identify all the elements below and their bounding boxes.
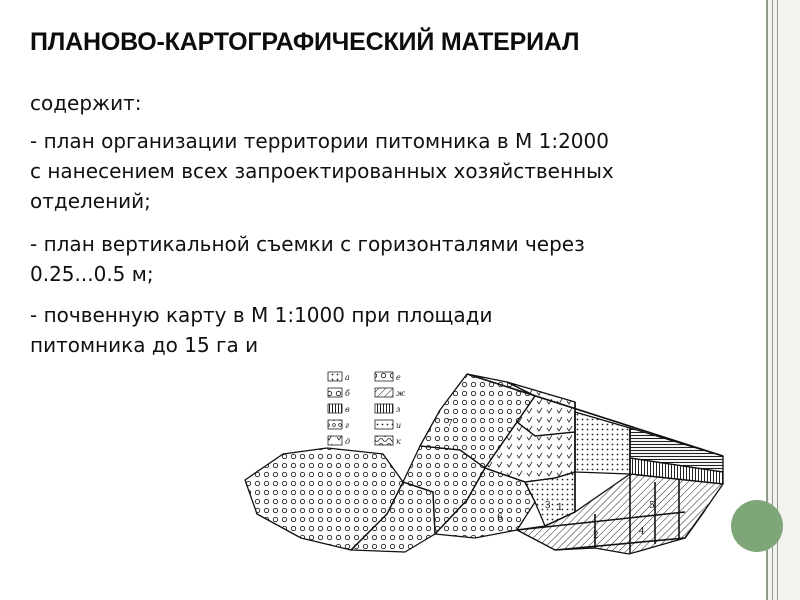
plot-number: 5 xyxy=(649,501,655,511)
legend-item xyxy=(375,420,401,430)
legend-label: к xyxy=(396,437,401,446)
legend-item xyxy=(328,404,350,414)
paragraph-line: питомника до 15 га и xyxy=(30,333,259,357)
paragraph-line: - почвенную карту в М 1:1000 при площади xyxy=(30,303,493,327)
legend-item xyxy=(328,436,350,446)
accent-circle xyxy=(731,500,783,552)
slide-title: ПЛАНОВО-КАРТОГРАФИЧЕСКИЙ МАТЕРИАЛ xyxy=(30,28,580,56)
legend-item xyxy=(375,372,401,382)
legend-label: г xyxy=(345,421,350,430)
map-legend xyxy=(328,372,405,446)
legend-item xyxy=(328,388,350,398)
paragraph-line: отделений; xyxy=(30,189,151,213)
paragraph-soil-map xyxy=(30,300,750,360)
plot-number: 2 xyxy=(593,531,599,541)
nursery-plan-drawing xyxy=(235,362,735,574)
plot-number: 1 xyxy=(557,503,563,513)
legend-label: ж xyxy=(396,389,406,398)
legend-item xyxy=(375,404,400,414)
legend-label: д xyxy=(345,437,351,446)
legend-label: з xyxy=(396,405,401,414)
legend-item xyxy=(328,420,349,430)
intro-text xyxy=(30,88,750,118)
plot-east-block xyxy=(575,412,630,474)
legend-label: а xyxy=(345,373,350,382)
paragraph-vertical-survey xyxy=(30,229,750,289)
legend-label: е xyxy=(396,373,401,382)
nursery-plots xyxy=(245,374,723,554)
legend-label: и xyxy=(396,421,402,430)
paragraph-territory-plan xyxy=(30,126,750,216)
legend-item xyxy=(328,372,350,382)
paragraph-line: 0.25...0.5 м; xyxy=(30,262,154,286)
legend-item xyxy=(375,436,401,446)
plot-number: 4 xyxy=(639,527,645,537)
legend-label: б xyxy=(345,389,350,398)
legend-item xyxy=(375,388,405,398)
paragraph-line: - план вертикальной съемки с горизонталями через xyxy=(30,232,585,256)
plot-number: 6 xyxy=(497,513,503,523)
plot-number: 3 xyxy=(545,501,551,511)
plot-number: 7 xyxy=(447,419,453,429)
intro-line: содержит: xyxy=(30,91,142,115)
legend-label: в xyxy=(345,405,350,414)
paragraph-line: с нанесением всех запроектированных хозяйственных xyxy=(30,159,614,183)
paragraph-line: - план организации территории питомника в М 1:2000 xyxy=(30,129,609,153)
nursery-plan-figure xyxy=(235,362,735,574)
